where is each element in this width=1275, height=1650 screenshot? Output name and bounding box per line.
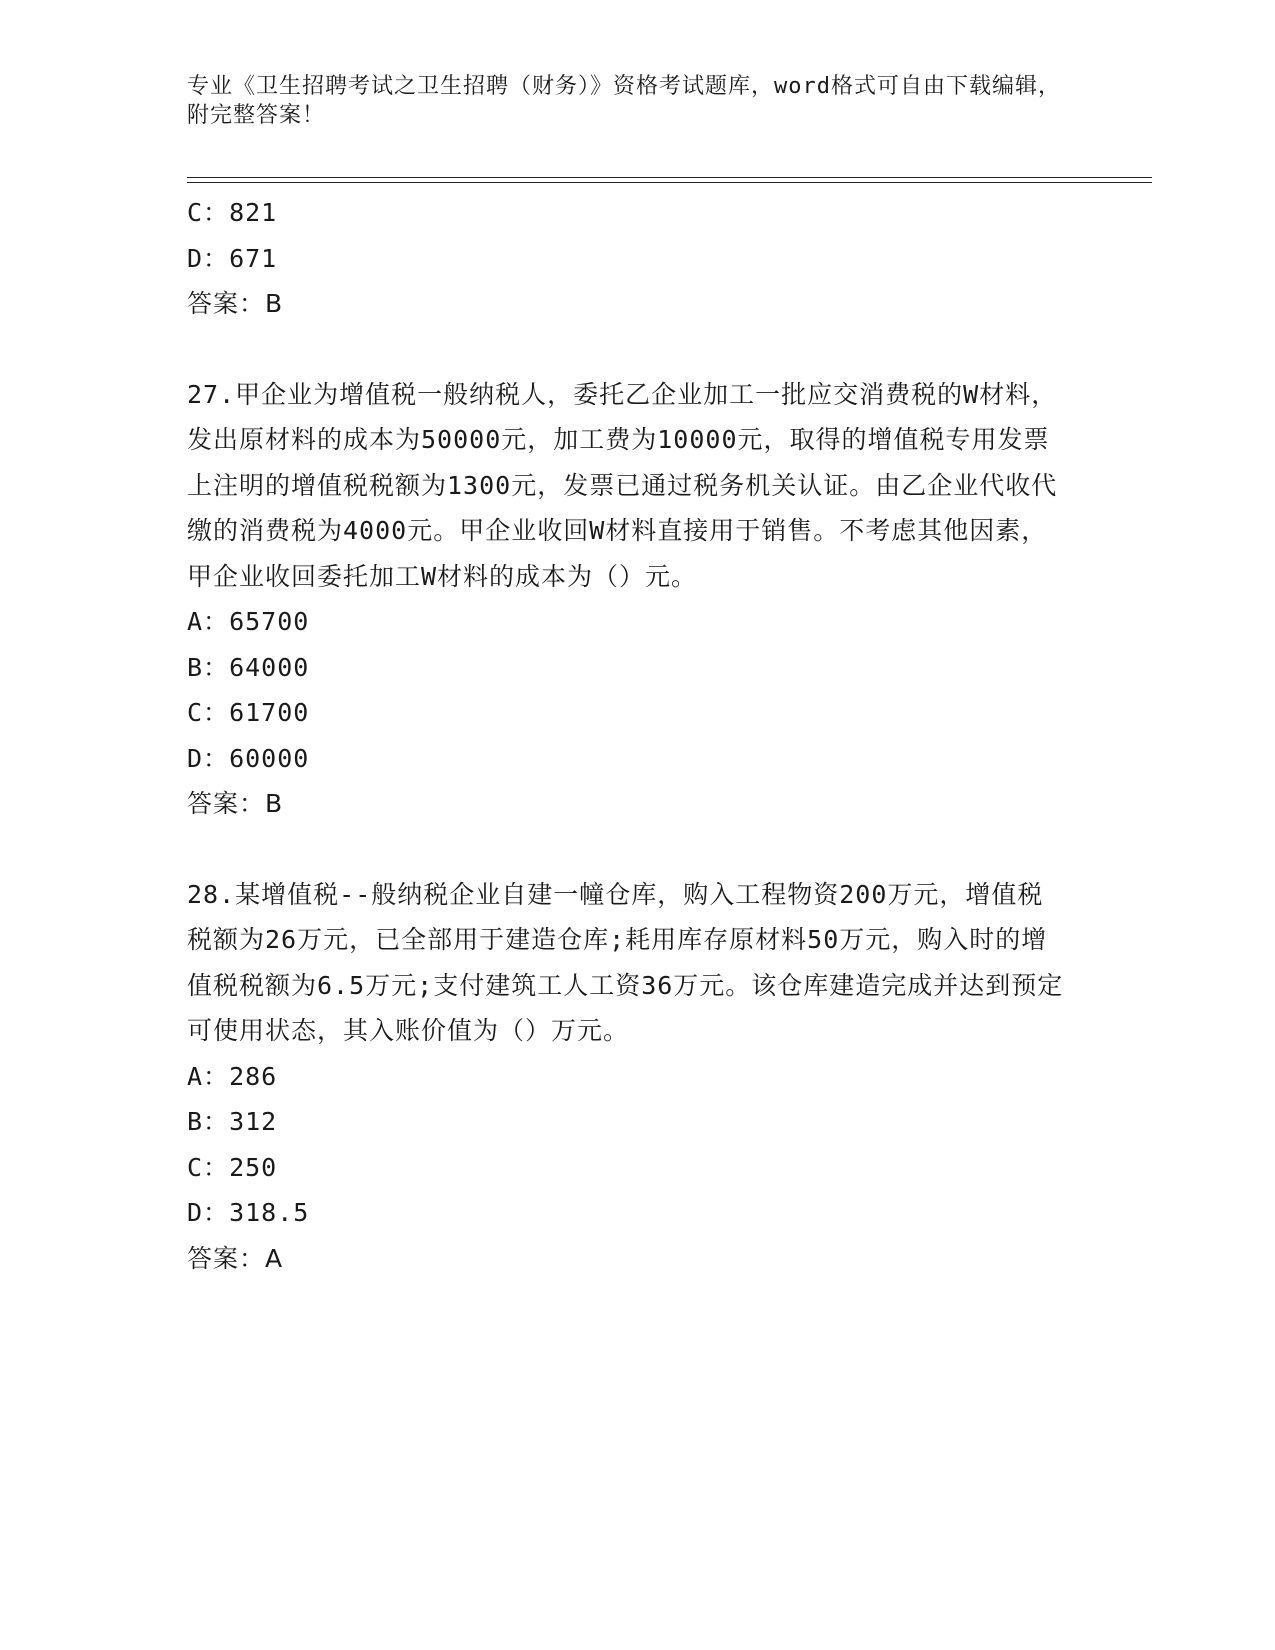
question-27 [187,372,1087,827]
spacer [187,327,1087,372]
header-rule-bottom [187,182,1152,183]
option-c: C：61700 [187,698,310,727]
option-d: D：60000 [187,743,310,773]
option-b: B：312 [187,1107,278,1136]
option-b: B：64000 [187,652,310,682]
question-text: 27.甲企业为增值税一般纳税人，委托乙企业加工一批应交消费税的W材料，发出原材料的成本为50000元，加工费为10000元，取得的增值税专用发票上注明的增值税税额为1300元，发票已通过税务机关认证。由乙企业代收代缴的消费税为4000元。甲企业收回W材料直接用于销售。不考虑其他因素，甲企业收回委托加工W材料的成本为（）元。 [187,379,1058,591]
prev-question [187,190,1087,327]
option-d: D：318.5 [187,1198,310,1227]
option-c: C：250 [187,1152,278,1182]
question-text: 28.某增值税--般纳税企业自建一幢仓库，购入工程物资200万元，增值税税额为26万元，已全部用于建造仓库;耗用库存原材料50万元，购入时的增值税税额为6.5万元;支付建筑工人工资36万元。该仓库建造完成并达到预定可使用状态，其入账价值为（）万元。 [187,879,1064,1045]
page-header: 专业《卫生招聘考试之卫生招聘（财务）》资格考试题库，word格式可自由下载编辑，附完整答案！ [187,74,1061,128]
header-rule-top [187,177,1152,178]
spacer [187,827,1087,872]
document-body [187,190,1087,1281]
option-a: A：65700 [187,607,310,636]
answer-line: 答案：B [187,789,284,818]
option-a: A：286 [187,1061,278,1091]
answer-line: 答案：A [187,1243,284,1273]
question-28 [187,872,1087,1282]
option-c: C：821 [187,198,278,227]
option-d: D：671 [187,243,278,273]
answer-line: 答案：B [187,289,284,318]
